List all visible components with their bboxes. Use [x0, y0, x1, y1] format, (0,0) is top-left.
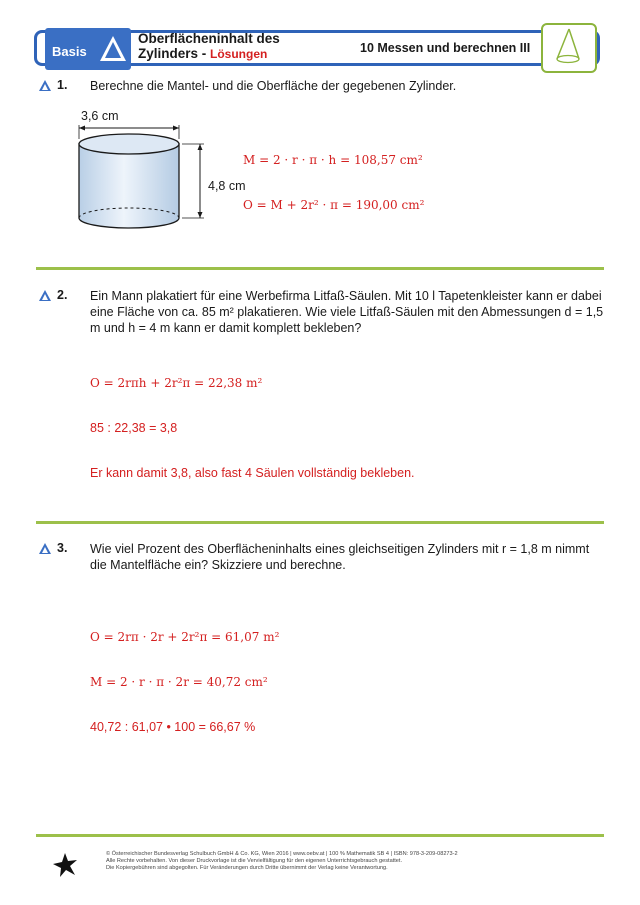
task2-number: 2.: [57, 288, 68, 302]
task3-text: Wie viel Prozent des Oberflächeninhalts eines gleichseitigen Zylinders mit r = 1,8 m nimmt die Mantelfläche ein? Skizziere und berechne.: [90, 542, 590, 572]
pyramid-logo-icon: [98, 34, 128, 64]
diameter-label: 3,6 cm: [81, 109, 119, 123]
height-label: 4,8 cm: [208, 179, 246, 193]
page-title: Oberflächeninhalt des Zylinders - Lösungen: [138, 31, 280, 61]
task3-answer: O = 2rπ · 2r + 2r²π = 61,07 m² M = 2 · r · π · 2r = 40,72 cm² 40,72 : 61,07 • 100 = 66,67 %: [90, 630, 280, 734]
task2-answer: O = 2rπh + 2r²π = 22,38 m² 85 : 22,38 = 3,8 Er kann damit 3,8, also fast 4 Säulen vollständig bekleben.: [90, 376, 415, 480]
task-triangle-icon: [38, 542, 51, 555]
task1-number: 1.: [57, 78, 68, 92]
task1-answer: M = 2 · r · π · h = 108,57 cm² O = M + 2r² · π = 190,00 cm²: [243, 153, 425, 212]
separator-1: [36, 267, 604, 270]
basis-label: Basis: [52, 44, 87, 59]
task3-number: 3.: [57, 541, 68, 555]
task1-text: Berechne die Mantel- und die Oberfläche der gegebenen Zylinder.: [90, 79, 457, 93]
publisher-logo-icon: [52, 852, 78, 878]
task-triangle-icon: [38, 79, 51, 92]
task2-text: Ein Mann plakatiert für eine Werbefirma Litfaß-Säulen. Mit 10 l Tapetenkleister kann er dabei eine Fläche von ca. 85 m² plakatieren. Wie viele Litfaß-Säulen mit den Abmessungen d = 1,5 m und h = 4 m kann er damit komplett bekleben?: [90, 289, 604, 335]
chapter-title: 10 Messen und berechnen III: [360, 41, 531, 55]
task-triangle-icon: [38, 289, 51, 302]
cone-badge: [541, 23, 597, 73]
separator-2: [36, 521, 604, 524]
cylinder-figure: [70, 108, 230, 238]
footer-copyright: © Österreichischer Bundesverlag Schulbuch GmbH & Co. KG, Wien 2016 | www.oebv.at | 100 % Mathematik SB 4 | ISBN: 978-3-209-08273-2 Alle Rechte vorbehalten. Von dieser Druckvorlage ist die Vervielfältigung für den eigenen Unterrichtsgebrauch gestattet. Die Kopiergebühren sind abgegolten. Für Veränderungen durch Dritte übernimmt der Verlag keine Verantwortung.: [106, 851, 458, 871]
separator-3: [36, 834, 604, 837]
cone-icon: [543, 25, 591, 67]
